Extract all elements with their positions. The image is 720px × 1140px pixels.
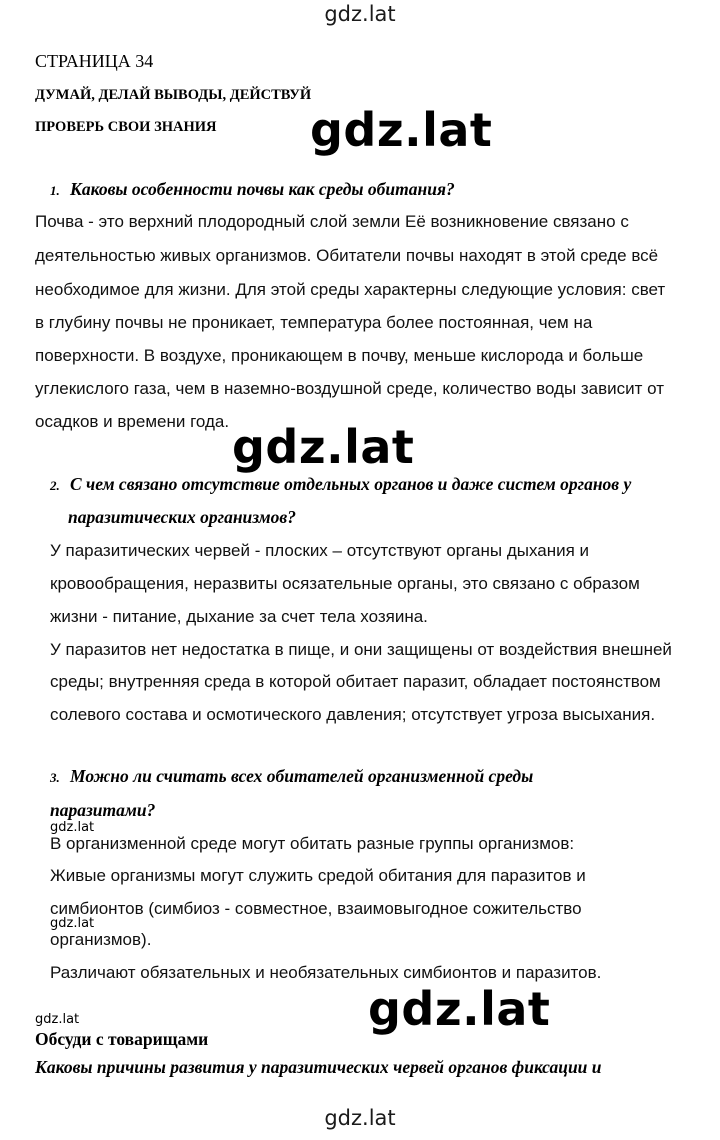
watermark-small: gdz.lat xyxy=(50,916,95,931)
answer-1-line: в глубину почвы не проникает, температура более постоянная, чем на xyxy=(35,313,593,332)
watermark-large: gdz.lat xyxy=(368,982,551,1036)
discuss-title: Обсуди с товарищами xyxy=(35,1029,209,1049)
answer-3-line: симбионтов (симбиоз - совместное, взаимовыгодное сожительство xyxy=(50,899,582,918)
answer-2-line: кровообращения, неразвиты осязательные органы, это связано с образом xyxy=(50,574,640,593)
watermark-small: gdz.lat xyxy=(35,1012,80,1027)
question-text: Каковы особенности почвы как среды обитания? xyxy=(70,179,455,199)
watermark-large: gdz.lat xyxy=(310,103,493,157)
watermark-small: gdz.lat xyxy=(50,820,95,835)
answer-3-line: Различают обязательных и необязательных симбионтов и паразитов. xyxy=(50,963,602,982)
discuss-question: Каковы причины развития у паразитических червей органов фиксации и xyxy=(35,1057,602,1077)
answer-1-line: поверхности. В воздухе, проникающем в почву, меньше кислорода и больше xyxy=(35,346,644,365)
question-1 xyxy=(50,179,455,200)
answer-2-line: среды; внутренняя среда в которой обитает паразит, обладает постоянством xyxy=(50,672,661,691)
answer-1-line: осадков и времени года. xyxy=(35,412,230,431)
watermark-large: gdz.lat xyxy=(232,420,415,474)
answer-1-line: углекислого газа, чем в наземно-воздушной среде, количество воды зависит от xyxy=(35,379,665,398)
question-2-continued: паразитических организмов? xyxy=(68,507,296,527)
answer-1-line: необходимое для жизни. Для этой среды характерны следующие условия: свет xyxy=(35,280,666,299)
page-number: СТРАНИЦА 34 xyxy=(35,51,154,71)
watermark-bottom: gdz.lat xyxy=(324,1106,396,1130)
section-header-think: ДУМАЙ, ДЕЛАЙ ВЫВОДЫ, ДЕЙСТВУЙ xyxy=(35,87,312,103)
question-text: Можно ли считать всех обитателей организменной среды xyxy=(70,766,534,786)
question-3-continued: паразитами? xyxy=(50,800,156,820)
question-number: 3. xyxy=(50,770,60,785)
answer-1-line: Почва - это верхний плодородный слой земли Её возникновение связано с xyxy=(35,212,629,231)
answer-3-line: Живые организмы могут служить средой обитания для паразитов и xyxy=(50,866,586,885)
answer-2-line: жизни - питание, дыхание за счет тела хозяина. xyxy=(50,607,428,626)
watermark-top: gdz.lat xyxy=(324,2,396,26)
answer-2-line: солевого состава и осмотического давления; отсутствует угроза высыхания. xyxy=(50,705,656,724)
question-number: 2. xyxy=(50,478,60,493)
section-header-check: ПРОВЕРЬ СВОИ ЗНАНИЯ xyxy=(35,119,217,135)
question-2 xyxy=(50,474,631,495)
answer-1-line: деятельностью живых организмов. Обитатели почвы находят в этой среде всё xyxy=(35,246,659,265)
answer-2-line: У паразитов нет недостатка в пище, и они защищены от воздействия внешней xyxy=(50,640,672,659)
question-number: 1. xyxy=(50,183,60,198)
question-3 xyxy=(50,766,533,787)
answer-3-line: организмов). xyxy=(50,930,152,949)
question-text: С чем связано отсутствие отдельных органов и даже систем органов у xyxy=(70,474,632,494)
answer-2-line: У паразитических червей - плоских – отсутствуют органы дыхания и xyxy=(50,541,590,560)
answer-3-line: В организменной среде могут обитать разные группы организмов: xyxy=(50,834,575,853)
